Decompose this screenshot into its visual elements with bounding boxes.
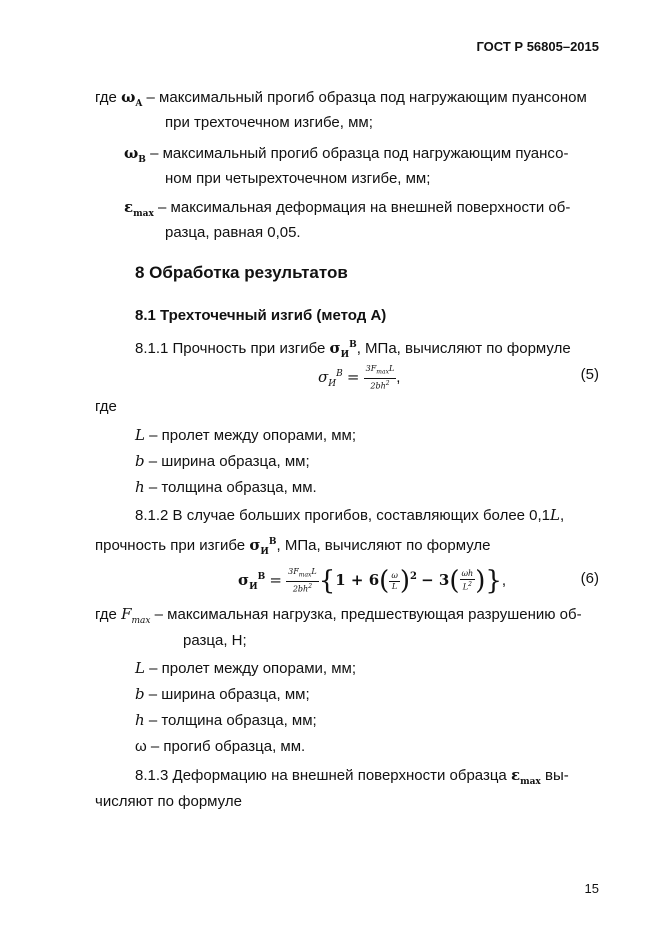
definition-b-2: b – ширина образца, мм; bbox=[135, 685, 310, 703]
definition-fmax: где $F_{max}$ – максимальная нагрузка, предшествующая разрушению об- bbox=[95, 605, 582, 626]
definition-h: h – толщина образца, мм. bbox=[135, 478, 317, 496]
definition-omega-a-cont: при трехточечном изгибе, мм; bbox=[165, 114, 373, 131]
paragraph-8-1-1: 8.1.1 Прочность при изгибе $\sigma_И^В$, МПа, вычисляют по формуле bbox=[135, 339, 571, 360]
definition-omega-b: $\omega_B$ – максимальный прогиб образца под нагружающим пуансо- bbox=[124, 144, 569, 165]
section-8-1-title: 8.1 Трехточечный изгиб (метод А) bbox=[135, 307, 387, 324]
where-label: где bbox=[95, 398, 117, 415]
epsilon-max-symbol: $\varepsilon_{max}$ bbox=[124, 198, 154, 219]
paragraph-8-1-3-line1: 8.1.3 Деформацию на внешней поверхности образца $\varepsilon_{max}$ вы- bbox=[135, 766, 569, 787]
paragraph-8-1-2-line1: 8.1.2 В случае больших прогибов, составляющих более 0,1L, bbox=[135, 506, 565, 524]
definition-epsilon-max-cont: разца, равная 0,05. bbox=[165, 224, 301, 241]
definition-L: L – пролет между опорами, мм; bbox=[135, 426, 357, 444]
formula-6: $\sigma_И^В$ = $\frac{3F_{max}L}{2bh^2}$ {1 + 6( $\frac{\omega}{L}$ )$^2$ − 3( $\frac{\omega h}{L^2}$ )}, bbox=[238, 566, 507, 597]
omega-b-symbol: $\omega_B$ bbox=[124, 144, 146, 165]
definition-b: b – ширина образца, мм; bbox=[135, 452, 310, 470]
page-number: 15 bbox=[584, 881, 599, 896]
definition-fmax-cont: разца, Н; bbox=[183, 632, 247, 649]
document-header: ГОСТ Р 56805–2015 bbox=[476, 39, 599, 54]
definition-omega: ω – прогиб образца, мм. bbox=[135, 738, 306, 755]
formula-5: $\sigma_И^В$ = $\frac{3F_{max}L}{2bh^2}$ , bbox=[318, 364, 401, 391]
definition-epsilon-max: $\varepsilon_{max}$ – максимальная деформация на внешней поверхности об- bbox=[124, 198, 571, 219]
omega-a-symbol: $\omega_A$ bbox=[121, 88, 143, 109]
paragraph-8-1-3-line2: числяют по формуле bbox=[95, 793, 242, 810]
definition-L-2: L – пролет между опорами, мм; bbox=[135, 659, 357, 677]
formula-5-number: (5) bbox=[580, 366, 599, 383]
sigma-symbol: $\sigma_И^В$ bbox=[329, 339, 357, 360]
paragraph-8-1-2-line2: прочность при изгибе $\sigma_И^В$, МПа, вычисляют по формуле bbox=[95, 536, 491, 557]
definition-omega-a: где $\omega_A$ – максимальный прогиб образца под нагружающим пуансоном bbox=[95, 88, 587, 109]
formula-6-number: (6) bbox=[580, 570, 599, 587]
section-8-title: 8 Обработка результатов bbox=[135, 263, 348, 282]
definition-h-2: h – толщина образца, мм; bbox=[135, 711, 317, 729]
formula-5-fraction: $\frac{3F_{max}L}{2bh^2}$ bbox=[365, 364, 395, 391]
definition-omega-b-cont: ном при четырехточечном изгибе, мм; bbox=[165, 170, 431, 187]
